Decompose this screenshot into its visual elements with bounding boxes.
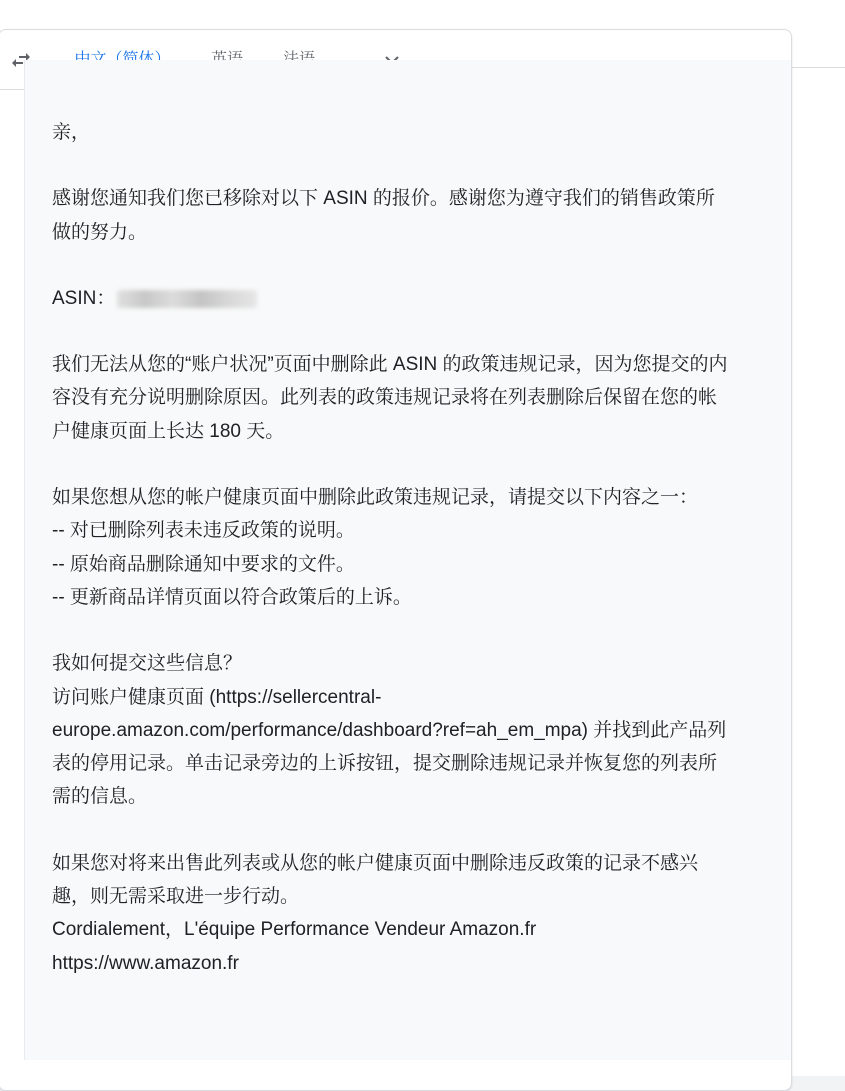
- redacted-asin: [117, 290, 257, 308]
- list-item: -- 原始商品删除通知中要求的文件。: [52, 553, 355, 575]
- signature: Cordialement，L'équipe Performance Vendeur Amazon.fr: [52, 919, 537, 941]
- paragraph-no-action: 如果您对将来出售此列表或从您的帐户健康页面中删除违反政策的记录不感兴趣，则无需采取进一步行动。: [52, 852, 699, 908]
- asin-line: [52, 282, 732, 315]
- list-item: -- 更新商品详情页面以符合政策后的上诉。: [52, 586, 412, 608]
- list-item: -- 对已删除列表未违反政策的说明。: [52, 520, 355, 542]
- paragraph-cannot-remove: 我们无法从您的“账户状况”页面中删除此 ASIN 的政策违规记录，因为您提交的内容没有充分说明删除原因。此列表的政策违规记录将在列表删除后保留在您的帐户健康页面上长达 180 天。: [52, 354, 728, 442]
- question-heading: 我如何提交这些信息？: [52, 653, 243, 675]
- paragraph-options-intro: 如果您想从您的帐户健康页面中删除此政策违规记录，请提交以下内容之一：: [52, 487, 699, 509]
- paragraph-instructions: 访问账户健康页面 (https://sellercentral-europe.amazon.com/performance/dashboard?ref=ah_em_mpa) 并找到此产品列表的停用记录。单击记录旁边的上诉按钮，提交删除违规记录并恢复您的列表所需的信息。: [52, 686, 727, 808]
- greeting: 亲，: [52, 122, 91, 143]
- amazon-url: https://www.amazon.fr: [52, 952, 239, 974]
- right-panel: [790, 68, 845, 1076]
- paragraph-thanks: 感谢您通知我们您已移除对以下 ASIN 的报价。感谢您为遵守我们的销售政策所做的努力。: [52, 188, 715, 243]
- translated-text: [52, 116, 732, 980]
- asin-label: ASIN：: [52, 287, 116, 309]
